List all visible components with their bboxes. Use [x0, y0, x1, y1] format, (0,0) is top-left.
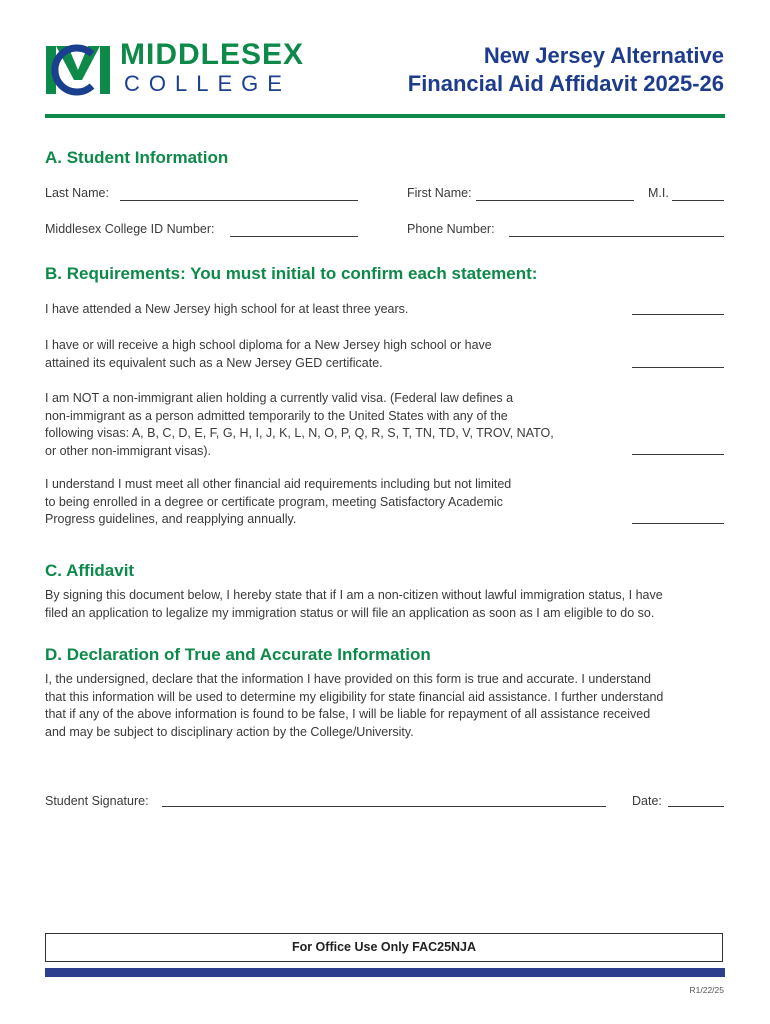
title-line-2: Financial Aid Affidavit 2025-26 — [407, 71, 724, 96]
declaration-line: that this information will be used to determine my eligibility for state financial aid assistance. I further understand — [45, 689, 664, 704]
statement-line: to being enrolled in a degree or certificate program, meeting Satisfactory Academic — [45, 494, 503, 509]
statement-line: attained its equivalent such as a New Jersey GED certificate. — [45, 355, 383, 370]
section-b-heading: B. Requirements: You must initial to confirm each statement: — [45, 264, 538, 283]
revision-date: R1/22/25 — [689, 985, 724, 995]
last-name-label: Last Name: — [45, 186, 109, 200]
date-field[interactable] — [668, 806, 724, 807]
title-line-1: New Jersey Alternative — [483, 43, 724, 68]
header-divider — [45, 114, 725, 118]
phone-label: Phone Number: — [407, 222, 495, 236]
first-name-label: First Name: — [407, 186, 472, 200]
initial-field-3[interactable] — [632, 454, 724, 455]
statement-line: I have attended a New Jersey high school for at least three years. — [45, 302, 409, 316]
initial-field-2[interactable] — [632, 367, 724, 368]
office-use-box — [45, 933, 723, 962]
statement-line: non-immigrant as a person admitted temporarily to the United States with any of the — [45, 408, 508, 423]
statement-line: I am NOT a non-immigrant alien holding a currently valid visa. (Federal law defines a — [45, 391, 514, 405]
first-name-field[interactable] — [476, 200, 634, 201]
mi-field[interactable] — [672, 200, 724, 201]
logo-wordmark-bottom: COLLEGE — [124, 71, 291, 96]
logo-wordmark-top: MIDDLESEX — [120, 38, 305, 71]
statement-line: following visas: A, B, C, D, E, F, G, H, I, J, K, L, N, O, P, Q, R, S, T, TN, TD, V, TROV, NATO, — [45, 426, 554, 441]
footer-divider — [45, 968, 725, 977]
declaration-line: and may be subject to disciplinary action by the College/University. — [45, 724, 414, 739]
section-d-heading: D. Declaration of True and Accurate Information — [45, 645, 431, 664]
section-c-heading: C. Affidavit — [45, 561, 135, 580]
last-name-field[interactable] — [120, 200, 358, 201]
phone-field[interactable] — [509, 236, 724, 237]
initial-field-4[interactable] — [632, 523, 724, 524]
signature-label: Student Signature: — [45, 794, 149, 808]
office-use-label: For Office Use Only FAC25NJA — [291, 940, 477, 954]
middlesex-college-logo-icon — [42, 44, 114, 96]
date-label: Date: — [632, 794, 662, 808]
affidavit-line: filed an application to legalize my immigration status or will file an application as soon as I am eligible to do so. — [45, 605, 655, 620]
signature-field[interactable] — [162, 806, 606, 807]
statement-2 — [45, 337, 492, 372]
page-title — [408, 42, 724, 98]
statement-line: or other non-immigrant visas). — [45, 443, 212, 458]
affidavit-text — [45, 587, 663, 622]
affidavit-line: By signing this document below, I hereby state that if I am a non-citizen without lawful immigration status, I have — [45, 588, 663, 602]
id-number-label: Middlesex College ID Number: — [45, 222, 215, 236]
statement-line: Progress guidelines, and reapplying annually. — [45, 512, 297, 527]
declaration-text — [45, 671, 663, 741]
statement-3 — [45, 390, 554, 460]
statement-line: I have or will receive a high school diploma for a New Jersey high school or have — [45, 338, 492, 352]
initial-field-1[interactable] — [632, 314, 724, 315]
statement-4 — [45, 476, 511, 529]
declaration-line: I, the undersigned, declare that the information I have provided on this form is true and accurate. I understand — [45, 672, 651, 686]
declaration-line: that if any of the above information is found to be false, I will be liable for repayment of all assistance received — [45, 707, 651, 722]
section-a-heading: A. Student Information — [45, 148, 229, 167]
mi-label: M.I. — [648, 186, 669, 200]
id-number-field[interactable] — [230, 236, 358, 237]
statement-line: I understand I must meet all other financial aid requirements including but not limited — [45, 477, 512, 491]
statement-1 — [45, 301, 408, 319]
